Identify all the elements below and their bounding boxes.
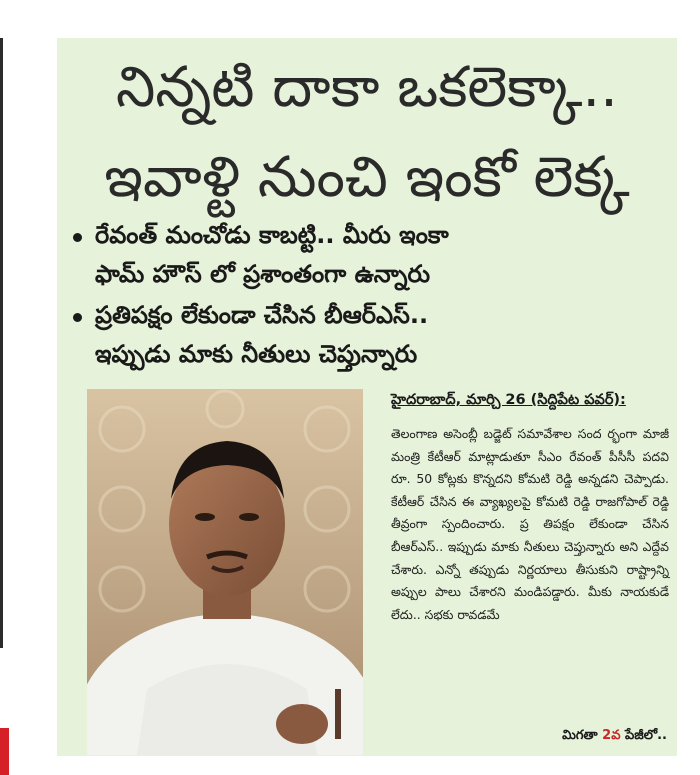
bullet-item: [71, 296, 671, 374]
bullet-dot-icon: [73, 233, 82, 242]
article-dateline: హైదరాబాద్, మార్చి 26 (సిద్దిపేట పవర్):: [391, 392, 626, 408]
article-photo: [87, 389, 363, 755]
article-body: తెలంగాణ అసెంబ్లీ బడ్జెట్ సమావేశాల సంద ర్భంగా మాజీ మంత్రి కేటీఆర్ మాట్లాడుతూ సీఎం రేవంత్ పీసీసీ పదవి రూ. 50 కోట్లకు కొన్నదని కోమటి రెడ్డి అన్నడని చెప్పాడు. కేటీఆర్ చేసిన ఈ వ్యాఖ్యలపై కోమటి రెడ్డి రాజగోపాల్ రెడ్డి తీవ్రంగా స్పందించారు. ప్ర తిపక్షం లేకుండా చేసిన బీఆర్ఎస్.. ఇప్పుడు మాకు నీతులు చెప్తున్నారు అని ఎద్దేవ చేశారు. ఎన్నో తప్పుడు నిర్ణయాలు తీసుకుని రాష్ట్రాన్ని అప్పుల పాలు చేశారని మండిపడ్డారు. మీకు నాయకుడే లేదు.. సభకు రావడమే: [391, 426, 669, 622]
continued-page-number: 2వ: [602, 728, 621, 743]
headline-line-1: నిన్నటి దాకా ఒకలెక్కా..: [116, 55, 618, 120]
continued-prefix: మిగతా: [562, 728, 598, 743]
bullet-text: ఇప్పుడు మాకు నీతులు చెప్తున్నారు: [95, 340, 418, 368]
bullet-text: ఫామ్ హౌస్ లో ప్రశాంతంగా ఉన్నారు: [95, 260, 431, 288]
continued-suffix: పేజీలో..: [625, 728, 667, 743]
headline-line-2: ఇవాళ్టి నుంచి ఇంకో లెక్క: [104, 145, 630, 210]
bullet-text: రేవంత్ మంచోడు కాబట్టి.. మీరు ఇంకా: [95, 221, 449, 249]
bullet-item: [71, 216, 671, 294]
continued-link[interactable]: [391, 728, 667, 746]
bullet-dot-icon: [73, 313, 82, 322]
page-edge-red-marker: [0, 728, 9, 775]
bullet-text: ప్రతిపక్షం లేకుండా చేసిన బీఆర్ఎస్..: [95, 301, 429, 329]
column-divider: [0, 38, 3, 648]
news-article-card: [57, 38, 677, 756]
bullet-list: [71, 216, 671, 376]
